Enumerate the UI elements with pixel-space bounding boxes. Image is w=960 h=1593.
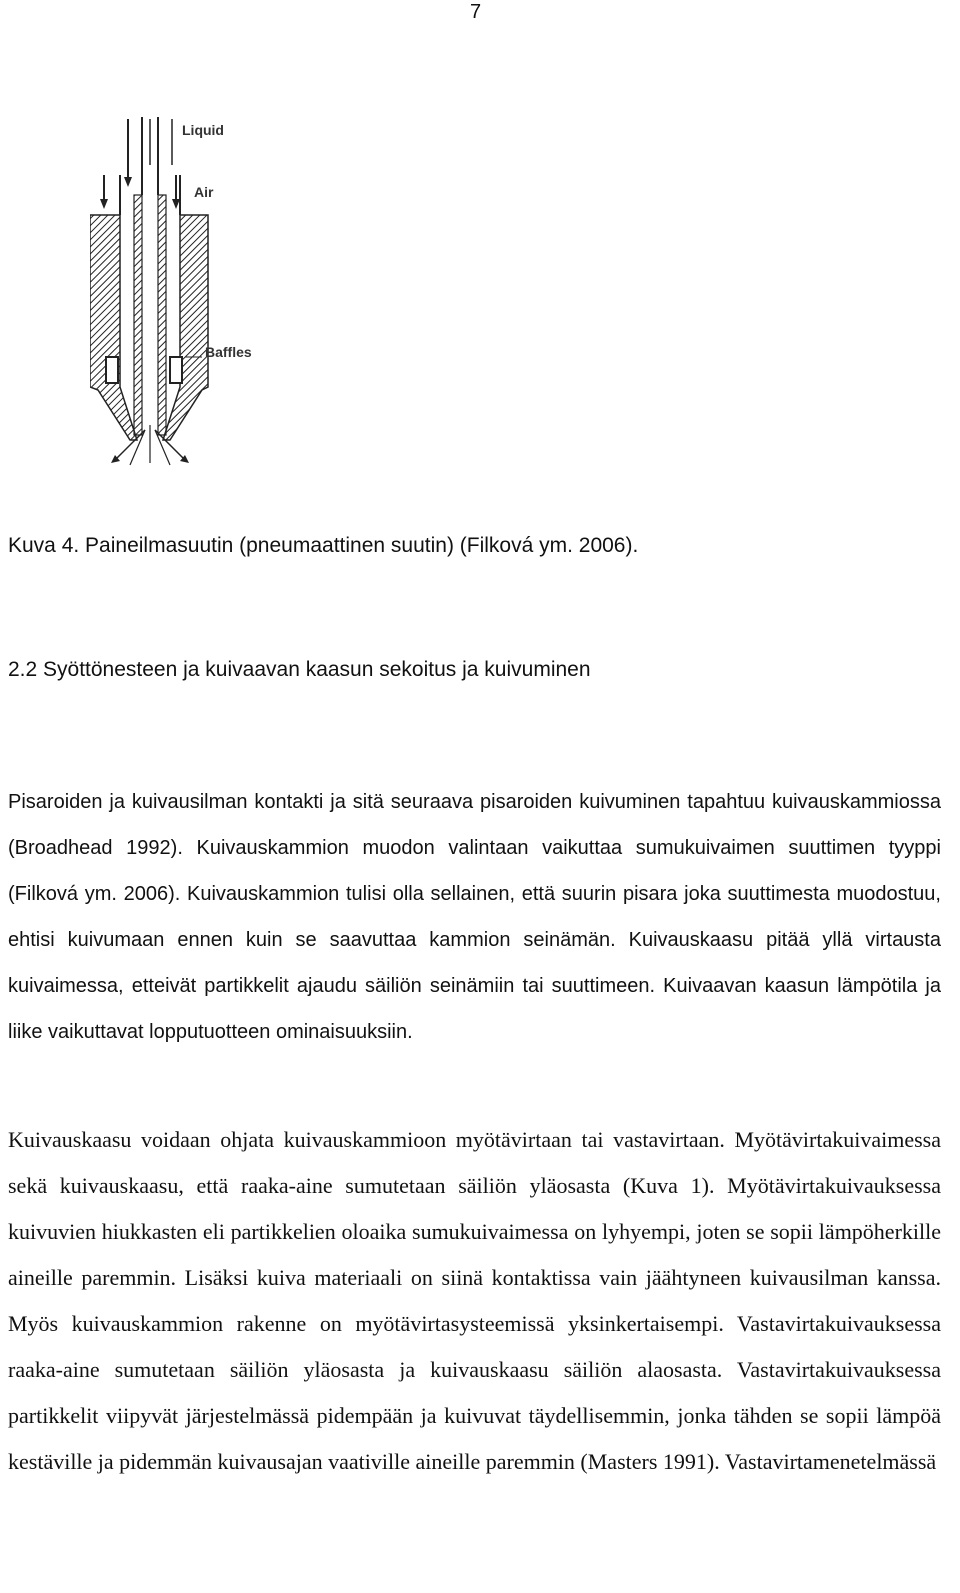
figure-caption: Kuva 4. Paineilmasuutin (pneumaattinen suutin) (Filková ym. 2006). (8, 534, 639, 557)
left-inner-tube (134, 195, 142, 435)
baffle-right (170, 357, 182, 383)
paragraph-1: Pisaroiden ja kuivausilman kontakti ja sitä seuraava pisaroiden kuivuminen tapahtuu kuivauskammiossa (Broadhead 1992). Kuivauskammion muodon valintaan vaikuttaa sumukuivaimen suuttimen tyyppi (Filková ym. 2006). Kuivauskammion tulisi olla sellainen, että suurin pisara joka suuttimesta muodostuu, ehtisi kuivumaan ennen kuin se saavuttaa kammion seinämän. Kuivauskaasu pitää yllä virtausta kuivaimessa, etteivät partikkelit ajaudu säiliön seinämiin tai suuttimeen. Kuivaavan kaasun lämpötila ja liike vaikuttavat lopputuotteen ominaisuuksiin. (8, 791, 941, 1043)
label-baffles: Baffles (205, 344, 252, 360)
section-heading: 2.2 Syöttönesteen ja kuivaavan kaasun sekoitus ja kuivuminen (8, 658, 591, 681)
nozzle-diagram (90, 105, 290, 475)
label-liquid: Liquid (182, 122, 224, 138)
nozzle-svg (90, 105, 290, 475)
left-outer-wall (90, 215, 137, 440)
right-outer-wall (163, 215, 208, 440)
page-number: 7 (470, 1, 482, 23)
right-inner-tube (158, 195, 166, 435)
label-air: Air (194, 184, 214, 200)
baffle-left (106, 357, 118, 383)
paragraph-2: Kuivauskaasu voidaan ohjata kuivauskammioon myötävirtaan tai vastavirtaan. Myötävirtakuivaimessa sekä kuivauskaasu, että raaka-aine sumutetaan säiliön yläosasta (Kuva 1). Myötävirtakuivauksessa kuivuvien hiukkasten eli partikkelien oloaika sumukuivaimessa on lyhyempi, joten se sopii lämpöherkille aineille paremmin. Lisäksi kuiva materiaali on siinä kontaktissa vain jäähtyneen kuivausilman kanssa. Myös kuivauskammion rakenne on myötävirtasysteemissä yksinkertaisempi. Vastavirtakuivauksessa raaka-aine sumutetaan säiliön yläosasta ja kuivauskaasu säiliön alaosasta. Vastavirtakuivauksessa partikkelit viipyvät järjestelmässä pidempään ja kuivuvat täydellisemmin, jonka tähden se sopii lämpöä kestäville ja pidemmän kuivausajan vaativille aineille paremmin (Masters 1991). Vastavirtamenetelmässä (8, 1127, 941, 1474)
